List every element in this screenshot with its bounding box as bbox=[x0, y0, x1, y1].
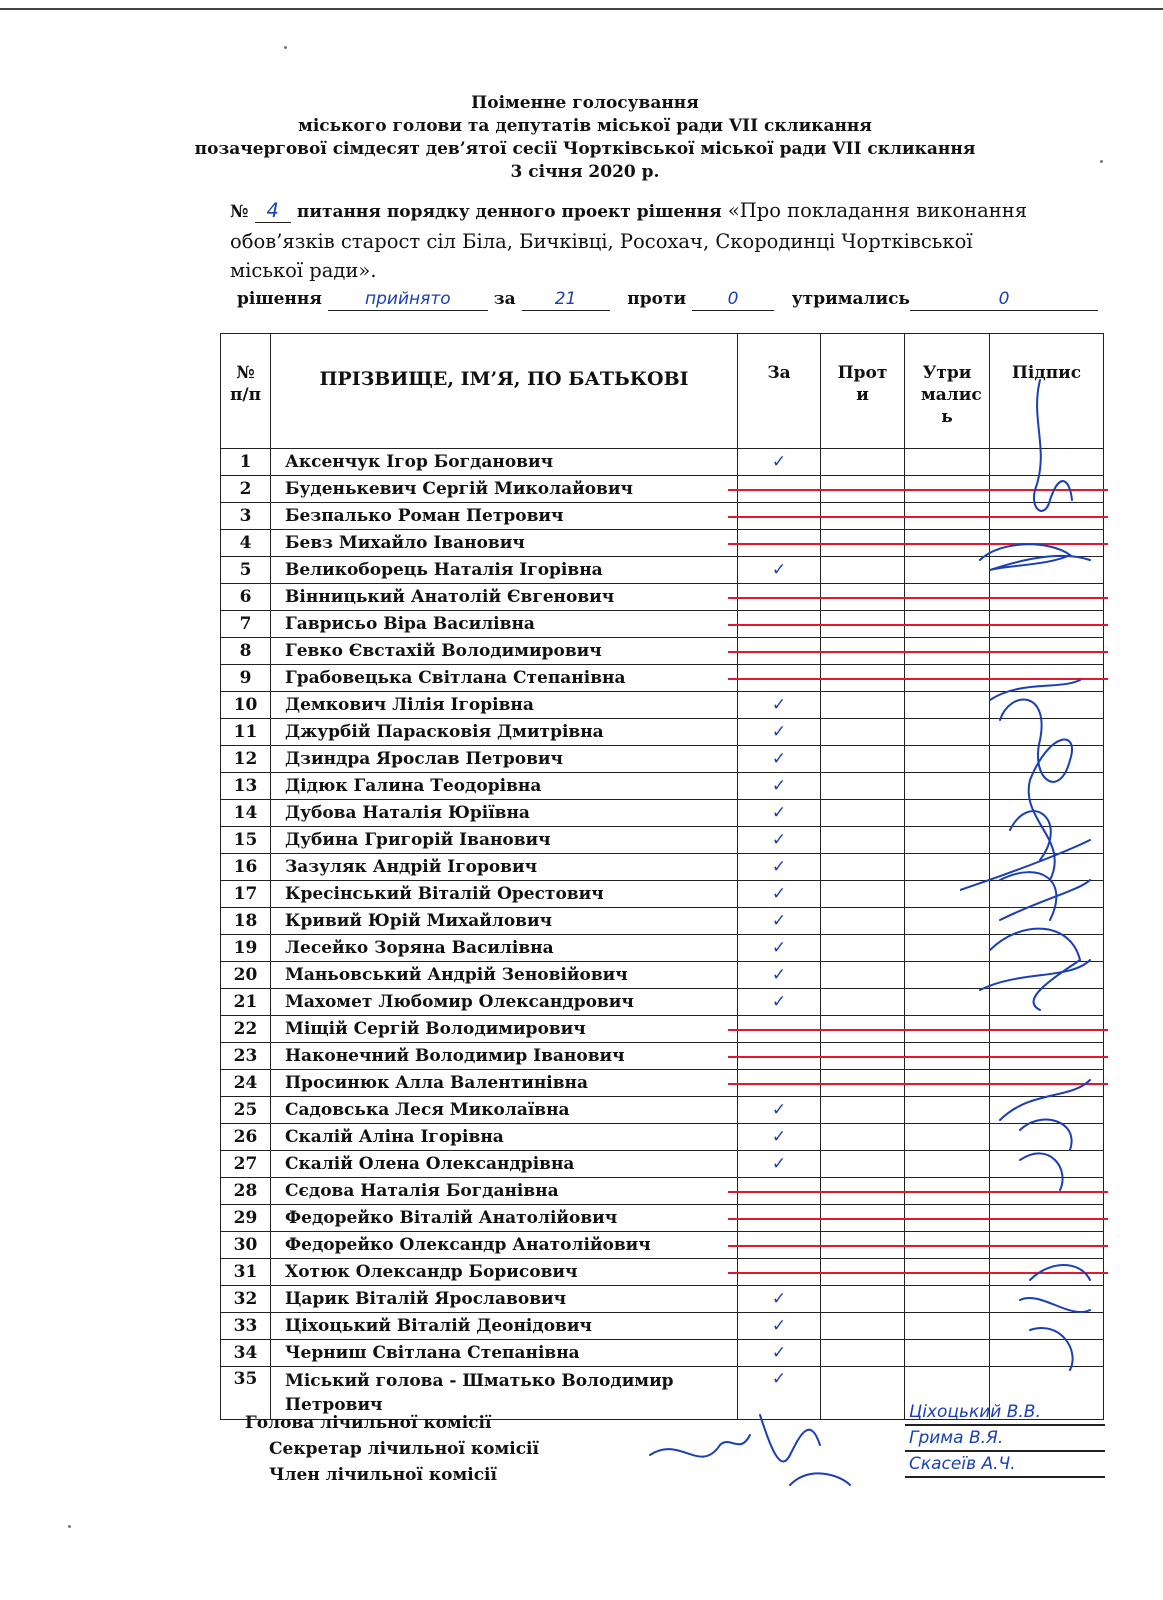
row-name: Хотюк Олександр Борисович bbox=[271, 1259, 738, 1286]
vote-za-cell: ✓ bbox=[738, 773, 821, 800]
row-number: 20 bbox=[221, 962, 271, 989]
row-number: 11 bbox=[221, 719, 271, 746]
vote-proty-cell bbox=[821, 1124, 905, 1151]
row-number: 16 bbox=[221, 854, 271, 881]
row-name: Безпалько Роман Петрович bbox=[271, 503, 738, 530]
secretary-signature-line bbox=[905, 1450, 1105, 1452]
vote-za-cell: ✓ bbox=[738, 881, 821, 908]
row-name: Буденькевич Сергій Миколайович bbox=[271, 476, 738, 503]
vote-proty-cell bbox=[821, 854, 905, 881]
row-number: 4 bbox=[221, 530, 271, 557]
title-date: 3 січня 2020 р. bbox=[510, 162, 660, 182]
row-name: Демкович Лілія Ігорівна bbox=[271, 692, 738, 719]
vote-proty-cell bbox=[821, 1286, 905, 1313]
row-number: 6 bbox=[221, 584, 271, 611]
row-number: 12 bbox=[221, 746, 271, 773]
row-number: 28 bbox=[221, 1178, 271, 1205]
row-number: 34 bbox=[221, 1340, 271, 1367]
row-number: 15 bbox=[221, 827, 271, 854]
row-name: Садовська Леся Миколаївна bbox=[271, 1097, 738, 1124]
vote-proty-cell bbox=[821, 989, 905, 1016]
row-number: 24 bbox=[221, 1070, 271, 1097]
vote-za-cell: ✓ bbox=[738, 908, 821, 935]
row-number: 8 bbox=[221, 638, 271, 665]
row-name: Дубина Григорій Іванович bbox=[271, 827, 738, 854]
row-name: Аксенчук Ігор Богданович bbox=[271, 449, 738, 476]
vote-proty-cell bbox=[821, 935, 905, 962]
vote-proty-cell bbox=[821, 962, 905, 989]
utrym-count: 0 bbox=[910, 288, 1098, 311]
row-name: Гевко Євстахій Володимирович bbox=[271, 638, 738, 665]
secretary-signature-name: Грима В.Я. bbox=[909, 1428, 1004, 1448]
header-sign: Підпис bbox=[990, 334, 1104, 449]
row-name: Черниш Світлана Степанівна bbox=[271, 1340, 738, 1367]
row-name: Просинюк Алла Валентинівна bbox=[271, 1070, 738, 1097]
row-name: Сєдова Наталія Богданівна bbox=[271, 1178, 738, 1205]
row-number: 10 bbox=[221, 692, 271, 719]
row-name: Лесейко Зоряна Василівна bbox=[271, 935, 738, 962]
row-name: Ціхоцький Віталій Деонідович bbox=[271, 1313, 738, 1340]
row-name: Кресінський Віталій Орестович bbox=[271, 881, 738, 908]
row-number: 26 bbox=[221, 1124, 271, 1151]
za-count: 21 bbox=[522, 288, 610, 311]
row-number: 9 bbox=[221, 665, 271, 692]
row-number: 30 bbox=[221, 1232, 271, 1259]
question-text-2: обов’язків старост сіл Біла, Бичківці, Росохач, Скородинці Чортківської bbox=[230, 230, 973, 253]
header-utrym: Утри малис ь bbox=[905, 334, 990, 449]
header-proty: Прот и bbox=[821, 334, 905, 449]
vote-za-cell: ✓ bbox=[738, 1367, 821, 1420]
row-name: Зазуляк Андрій Ігорович bbox=[271, 854, 738, 881]
row-name: Кривий Юрій Михайлович bbox=[271, 908, 738, 935]
scan-speck bbox=[68, 1525, 71, 1528]
vote-za-cell: ✓ bbox=[738, 1151, 821, 1178]
row-name: Гаврисьо Віра Василівна bbox=[271, 611, 738, 638]
vote-proty-cell bbox=[821, 1313, 905, 1340]
row-number: 2 bbox=[221, 476, 271, 503]
row-name: Федорейко Віталій Анатолійович bbox=[271, 1205, 738, 1232]
vote-proty-cell bbox=[821, 1151, 905, 1178]
vote-proty-cell bbox=[821, 719, 905, 746]
row-number: 32 bbox=[221, 1286, 271, 1313]
row-number: 1 bbox=[221, 449, 271, 476]
commission-chair: Голова лічильної комісії bbox=[245, 1413, 492, 1433]
row-number: 21 bbox=[221, 989, 271, 1016]
vote-za-cell: ✓ bbox=[738, 1097, 821, 1124]
row-name: Дубова Наталія Юріївна bbox=[271, 800, 738, 827]
vote-za-cell: ✓ bbox=[738, 1124, 821, 1151]
scan-top-edge bbox=[0, 8, 1163, 10]
row-name: Дідюк Галина Теодорівна bbox=[271, 773, 738, 800]
vote-za-cell: ✓ bbox=[738, 1313, 821, 1340]
member-signature-name: Скасеїв А.Ч. bbox=[909, 1454, 1016, 1474]
row-number: 7 bbox=[221, 611, 271, 638]
row-name: Міський голова - Шматько Володимир Петрович bbox=[271, 1367, 738, 1420]
vote-proty-cell bbox=[821, 827, 905, 854]
row-number: 13 bbox=[221, 773, 271, 800]
row-name: Маньовський Андрій Зеновійович bbox=[271, 962, 738, 989]
utrym-label: утримались bbox=[791, 289, 910, 309]
header-num: № п/п bbox=[221, 334, 271, 449]
signature-scribbles bbox=[960, 360, 1100, 1400]
row-number: 25 bbox=[221, 1097, 271, 1124]
vote-proty-cell bbox=[821, 800, 905, 827]
row-name: Федорейко Олександр Анатолійович bbox=[271, 1232, 738, 1259]
vote-za-cell: ✓ bbox=[738, 1340, 821, 1367]
vote-proty-cell bbox=[821, 1340, 905, 1367]
row-name: Дзиндра Ярослав Петрович bbox=[271, 746, 738, 773]
row-name: Наконечний Володимир Іванович bbox=[271, 1043, 738, 1070]
footer-signature-scribble bbox=[640, 1395, 860, 1515]
title-line-1: Поіменне голосування bbox=[471, 93, 699, 113]
vote-za-cell: ✓ bbox=[738, 827, 821, 854]
proty-label: проти bbox=[627, 289, 687, 309]
vote-proty-cell bbox=[821, 449, 905, 476]
row-name: Скалій Олена Олександрівна bbox=[271, 1151, 738, 1178]
decision-value: прийнято bbox=[328, 288, 488, 311]
row-name: Бевз Михайло Іванович bbox=[271, 530, 738, 557]
decision-label: рішення bbox=[237, 289, 322, 309]
row-number: 22 bbox=[221, 1016, 271, 1043]
vote-proty-cell bbox=[821, 773, 905, 800]
document-title bbox=[180, 92, 990, 184]
vote-proty-cell bbox=[821, 692, 905, 719]
vote-za-cell: ✓ bbox=[738, 692, 821, 719]
header-name: ПРІЗВИЩЕ, ІМ’Я, ПО БАТЬКОВІ bbox=[271, 334, 738, 449]
question-bold-text: питання порядку денного проект рішення bbox=[296, 202, 722, 222]
vote-proty-cell bbox=[821, 746, 905, 773]
row-name: Вінницький Анатолій Євгенович bbox=[271, 584, 738, 611]
row-number: 17 bbox=[221, 881, 271, 908]
row-name: Махомет Любомир Олександрович bbox=[271, 989, 738, 1016]
row-name: Царик Віталій Ярославович bbox=[271, 1286, 738, 1313]
row-name: Міщій Сергій Володимирович bbox=[271, 1016, 738, 1043]
proty-count: 0 bbox=[692, 288, 774, 311]
vote-proty-cell bbox=[821, 1097, 905, 1124]
question-text-3: міської ради». bbox=[230, 259, 377, 282]
scan-speck bbox=[284, 46, 287, 49]
agenda-question bbox=[230, 196, 1090, 285]
vote-za-cell: ✓ bbox=[738, 557, 821, 584]
counting-commission bbox=[245, 1410, 539, 1488]
row-number: 29 bbox=[221, 1205, 271, 1232]
row-name: Джурбій Парасковія Дмитрівна bbox=[271, 719, 738, 746]
scan-speck bbox=[1100, 160, 1103, 163]
vote-za-cell: ✓ bbox=[738, 449, 821, 476]
vote-za-cell: ✓ bbox=[738, 935, 821, 962]
vote-za-cell: ✓ bbox=[738, 800, 821, 827]
vote-za-cell: ✓ bbox=[738, 962, 821, 989]
vote-za-cell: ✓ bbox=[738, 746, 821, 773]
member-signature-line bbox=[905, 1476, 1105, 1478]
row-number: 14 bbox=[221, 800, 271, 827]
row-number: 23 bbox=[221, 1043, 271, 1070]
row-number: 31 bbox=[221, 1259, 271, 1286]
row-number: 27 bbox=[221, 1151, 271, 1178]
vote-za-cell: ✓ bbox=[738, 719, 821, 746]
title-line-3: позачергової сімдесят дев’ятої сесії Чортківської міської ради VII скликання bbox=[194, 139, 976, 159]
za-label: за bbox=[493, 289, 516, 309]
row-number: 18 bbox=[221, 908, 271, 935]
question-number-prefix: № bbox=[230, 202, 249, 222]
question-text-1: «Про покладання виконання bbox=[721, 199, 1028, 222]
commission-secretary: Секретар лічильної комісії bbox=[269, 1439, 539, 1459]
header-za: За bbox=[738, 334, 821, 449]
commission-member: Член лічильної комісії bbox=[269, 1465, 497, 1485]
vote-proty-cell bbox=[821, 908, 905, 935]
row-number: 35 bbox=[221, 1367, 271, 1420]
vote-proty-cell bbox=[821, 881, 905, 908]
row-number: 19 bbox=[221, 935, 271, 962]
chair-signature-line bbox=[905, 1424, 1105, 1426]
chair-signature-name: Ціхоцький В.В. bbox=[909, 1402, 1041, 1422]
vote-za-cell: ✓ bbox=[738, 1286, 821, 1313]
row-number: 5 bbox=[221, 557, 271, 584]
row-number: 3 bbox=[221, 503, 271, 530]
vote-za-cell: ✓ bbox=[738, 854, 821, 881]
row-name: Грабовецька Світлана Степанівна bbox=[271, 665, 738, 692]
vote-proty-cell bbox=[821, 557, 905, 584]
vote-za-cell: ✓ bbox=[738, 989, 821, 1016]
row-name: Великоборець Наталія Ігорівна bbox=[271, 557, 738, 584]
row-number: 33 bbox=[221, 1313, 271, 1340]
title-line-2: міського голови та депутатів міської ради VII скликання bbox=[298, 116, 872, 136]
row-name: Скалій Аліна Ігорівна bbox=[271, 1124, 738, 1151]
question-number: 4 bbox=[255, 200, 291, 223]
decision-line bbox=[237, 288, 1117, 311]
